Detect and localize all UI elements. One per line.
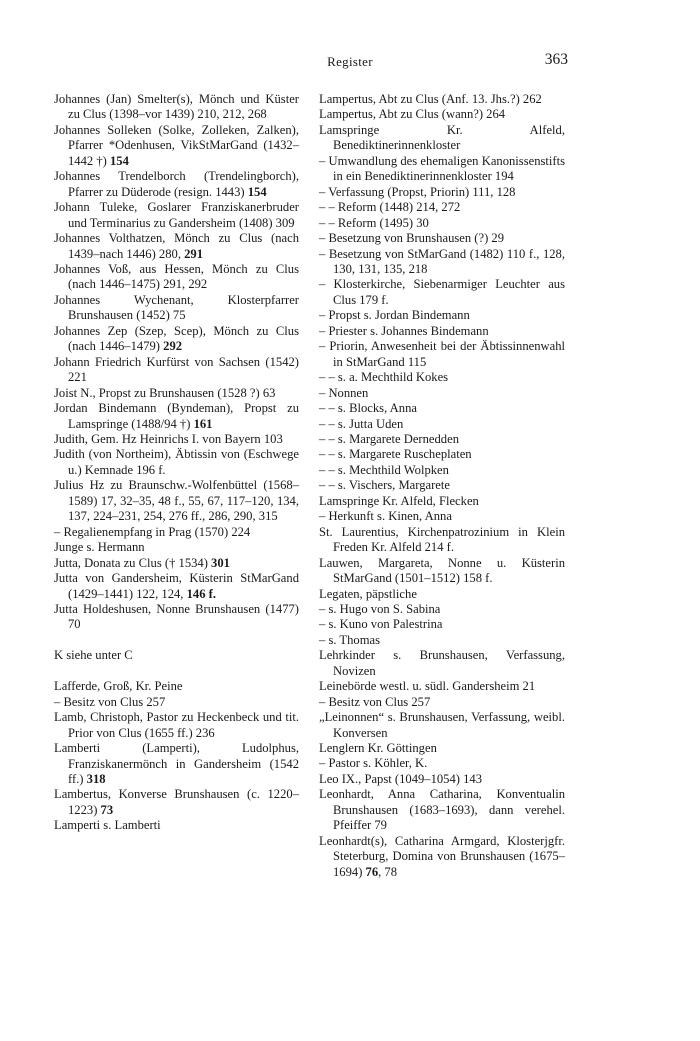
index-entry: Johannes Voß, aus Hessen, Mönch zu Clus (nach 1446–1475) 291, 292 bbox=[54, 261, 299, 292]
index-entry: – s. Thomas bbox=[319, 632, 380, 647]
index-entry: Lamperti s. Lamberti bbox=[54, 818, 161, 833]
index-entry: – Besitz von Clus 257 bbox=[54, 694, 166, 709]
index-entry: Lamspringe Kr. Alfeld, Flecken bbox=[319, 493, 479, 508]
index-entry: – s. Hugo von S. Sabina bbox=[319, 601, 441, 616]
index-entry: Johannes Volthatzen, Mönch zu Clus (nach 1439–nach 1446) 280, 291 bbox=[54, 231, 299, 261]
index-entry: Lampertus, Abt zu Clus (Anf. 13. Jhs.?) 262 bbox=[319, 92, 542, 106]
section-gap bbox=[54, 633, 299, 649]
index-entry: Lamberti (Lamperti), Ludolphus, Franziskanermönch in Gandersheim (1542 ff.) 318 bbox=[54, 741, 299, 787]
index-entry: Joist N., Propst zu Brunshausen (1528 ?) 63 bbox=[54, 385, 276, 400]
index-entry: Junge s. Hermann bbox=[54, 540, 145, 555]
index-entry: K siehe unter C bbox=[54, 648, 133, 663]
index-entry: – s. Kuno von Palestrina bbox=[319, 617, 443, 632]
index-entry: – Pastor s. Köhler, K. bbox=[319, 756, 428, 771]
index-entry: St. Laurentius, Kirchenpatrozinium in Klein Freden Kr. Alfeld 214 f. bbox=[319, 524, 565, 555]
running-header: Register bbox=[327, 54, 373, 69]
index-entry: Lafferde, Groß, Kr. Peine bbox=[54, 679, 183, 694]
index-entry: Jutta von Gandersheim, Küsterin StMarGand (1429–1441) 122, 124, 146 f. bbox=[54, 571, 299, 601]
index-entry: Leonhardt, Anna Catharina, Konventualin Brunshausen (1683–1693), dann verehel. Pfeiffer 79 bbox=[319, 787, 565, 833]
index-entry: – Priorin, Anwesenheit bei der Äbtissinnenwahl in StMarGand 115 bbox=[319, 339, 565, 369]
index-entry: – Besetzung von Brunshausen (?) 29 bbox=[319, 231, 505, 246]
index-entry: – – s. Vischers, Margarete bbox=[319, 478, 450, 493]
index-entry: Lambertus, Konverse Brunshausen (c. 1220–1223) 73 bbox=[54, 787, 299, 817]
page-number: 363 bbox=[544, 51, 568, 68]
index-entry: – Umwandlung des ehemaligen Kanonissenstifts in ein Benediktinerinnenkloster 194 bbox=[319, 153, 565, 184]
index-entry: Johann Friedrich Kurfürst von Sachsen (1542) 221 bbox=[54, 354, 299, 385]
index-entry: – Klosterkirche, Siebenarmiger Leuchter aus Clus 179 f. bbox=[319, 277, 565, 307]
index-entry: Johannes Wychenant, Klosterpfarrer Brunshausen (1452) 75 bbox=[54, 292, 299, 323]
index-column-left bbox=[54, 92, 299, 834]
index-entry: – – s. Margarete Ruscheplaten bbox=[319, 447, 472, 462]
index-entry: – Besetzung von StMarGand (1482) 110 f., 128, 130, 131, 135, 218 bbox=[319, 246, 565, 276]
index-entry: – – s. Mechthild Wolpken bbox=[319, 462, 449, 477]
index-entry: „Leinonnen“ s. Brunshausen, Verfassung, weibl. Konversen bbox=[319, 710, 565, 740]
index-entry: – – s. Blocks, Anna bbox=[319, 401, 417, 416]
index-entry: Judith, Gem. Hz Heinrichs I. von Bayern 103 bbox=[54, 431, 283, 446]
index-entry: Johannes Zep (Szep, Scep), Mönch zu Clus (nach 1446–1479) 292 bbox=[54, 323, 299, 354]
index-entry: Johannes Solleken (Solke, Zolleken, Zalken), Pfarrer *Odenhusen, VikStMarGand (1432–1442 †) 154 bbox=[54, 122, 299, 168]
index-column-right bbox=[319, 92, 565, 880]
index-entry: Jordan Bindemann (Byndeman), Propst zu Lamspringe (1488/94 †) 161 bbox=[54, 401, 299, 431]
index-entry: Lehrkinder s. Brunshausen, Verfassung, Novizen bbox=[319, 648, 565, 678]
index-entry: Johannes Trendelborch (Trendelingborch), Pfarrer zu Düderode (resign. 1443) 154 bbox=[54, 169, 299, 199]
index-entry: Legaten, päpstliche bbox=[319, 586, 417, 601]
index-entry: – – s. Jutta Uden bbox=[319, 416, 404, 431]
index-entry: Leonhardt(s), Catharina Armgard, Klosterjgfr. Steterburg, Domina von Brunshausen (1675–1694) 76, 78 bbox=[319, 833, 565, 879]
index-entry: Judith (von Northeim), Äbtissin von (Eschwege u.) Kemnade 196 f. bbox=[54, 447, 299, 477]
index-entry: Johann Tuleke, Goslarer Franziskanerbruder und Terminarius zu Gandersheim (1408) 309 bbox=[54, 200, 299, 230]
index-entry: – Besitz von Clus 257 bbox=[319, 694, 431, 709]
index-entry: Johannes (Jan) Smelter(s), Mönch und Küster zu Clus (1398–vor 1439) 210, 212, 268 bbox=[54, 92, 299, 122]
index-entry: Lamspringe Kr. Alfeld, Benediktinerinnenkloster bbox=[319, 122, 565, 153]
index-entry: Lampertus, Abt zu Clus (wann?) 264 bbox=[319, 107, 506, 122]
index-entry: – Propst s. Jordan Bindemann bbox=[319, 308, 470, 323]
index-entry: – – Reform (1448) 214, 272 bbox=[319, 200, 461, 215]
index-entry: Leinebörde westl. u. südl. Gandersheim 21 bbox=[319, 679, 536, 694]
index-entry: Jutta, Donata zu Clus († 1534) 301 bbox=[54, 555, 230, 570]
section-gap bbox=[54, 664, 299, 680]
index-entry: – Nonnen bbox=[319, 385, 369, 400]
index-entry: Julius Hz zu Braunschw.-Wolfenbüttel (1568–1589) 17, 32–35, 48 f., 55, 67, 117–120, 134, 137, 224–231, 254, 276 ff., 286, 290, 315 bbox=[54, 478, 299, 524]
index-entry: – Herkunft s. Kinen, Anna bbox=[319, 509, 452, 524]
index-entry: – Verfassung (Propst, Priorin) 111, 128 bbox=[319, 184, 516, 199]
index-entry: Leo IX., Papst (1049–1054) 143 bbox=[319, 771, 482, 786]
index-entry: Lamb, Christoph, Pastor zu Heckenbeck und tit. Prior von Clus (1655 ff.) 236 bbox=[54, 710, 299, 740]
index-entry: Jutta Holdeshusen, Nonne Brunshausen (1477) 70 bbox=[54, 601, 299, 632]
index-entry: – Regalienempfang in Prag (1570) 224 bbox=[54, 524, 251, 539]
index-entry: – – s. Margarete Dernedden bbox=[319, 431, 459, 446]
index-entry: Lauwen, Margareta, Nonne u. Küsterin StMarGand (1501–1512) 158 f. bbox=[319, 555, 565, 586]
index-entry: – – s. a. Mechthild Kokes bbox=[319, 370, 449, 385]
index-entry: – – Reform (1495) 30 bbox=[319, 215, 429, 230]
index-entry: – Priester s. Johannes Bindemann bbox=[319, 323, 489, 338]
index-entry: Lenglern Kr. Göttingen bbox=[319, 741, 437, 756]
